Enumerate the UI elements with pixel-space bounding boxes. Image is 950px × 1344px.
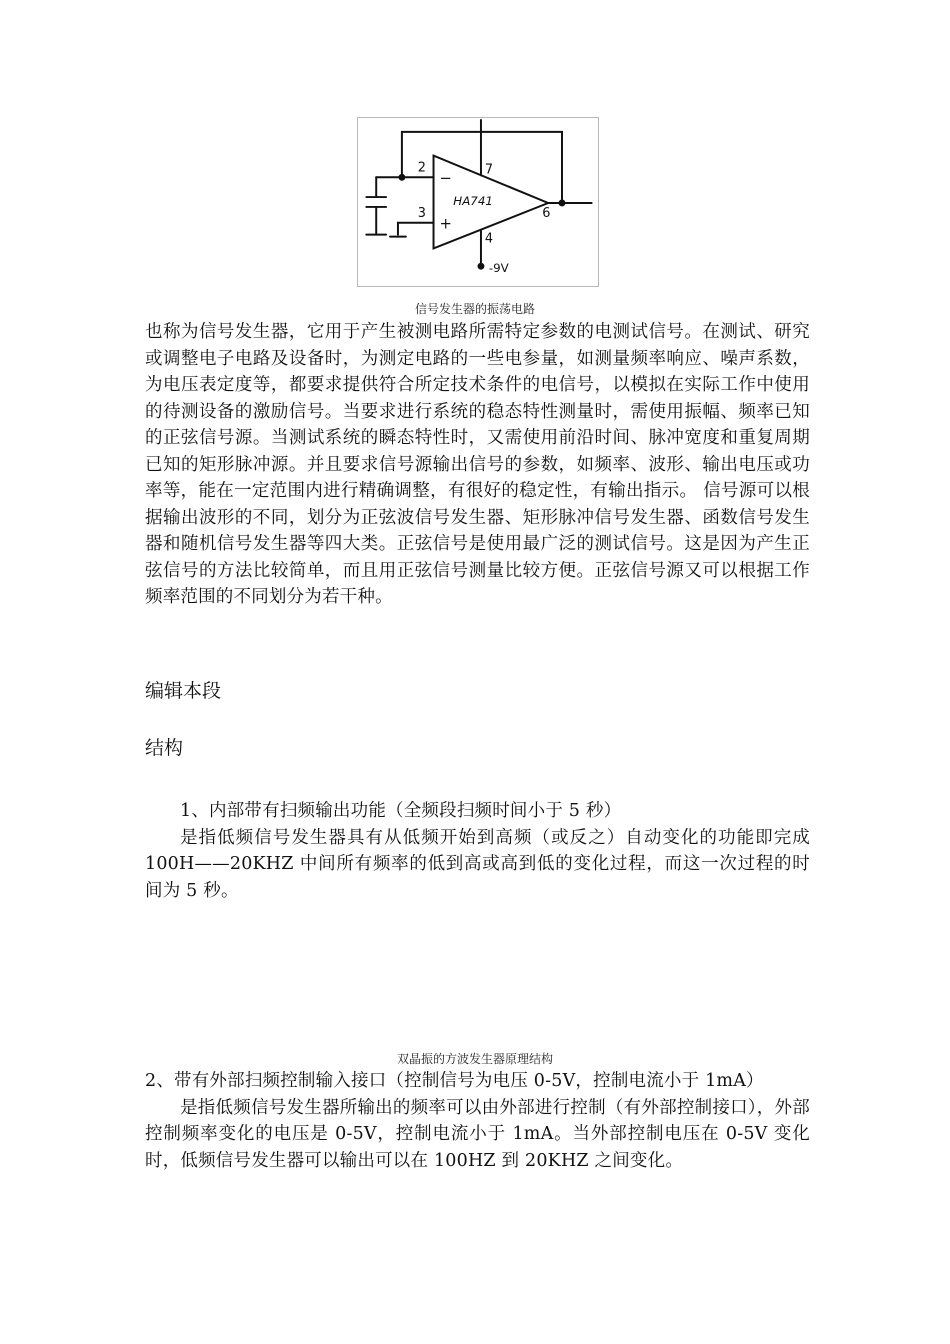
plus-label: + xyxy=(439,215,452,233)
chip-label: HA741 xyxy=(453,193,493,208)
circuit-diagram xyxy=(358,118,598,286)
pin7-label: 7 xyxy=(484,162,494,178)
pin4-label: 4 xyxy=(484,231,494,247)
minus-label: − xyxy=(439,170,452,188)
oscillator-circuit-figure xyxy=(357,117,599,287)
figure2-caption: 双晶振的方波发生器原理结构 xyxy=(396,1052,553,1066)
pin3-label: 3 xyxy=(417,205,426,221)
pin6-label: 6 xyxy=(542,205,551,221)
pin2-label: 2 xyxy=(417,160,426,176)
intro-paragraph: 也称为信号发生器，它用于产生被测电路所需特定参数的电测试信号。在测试、研究或调整电子电路及设备时，为测定电路的一些电参量，如测量频率响应、噪声系数，为电压表定度等，都要求提供符合所定技术条件的电信号，以模拟在实际工作中使用的待测设备的激励信号。当要求进行系统的稳态特性测量时，需使用振幅、频率已知的正弦信号源。当测试系统的瞬态特性时，又需使用前沿时间、脉冲宽度和重复周期已知的矩形脉冲源。并且要求信号源输出信号的参数，如频率、波形、输出电压或功率等，能在一定范围内进行精确调整，有很好的稳定性，有输出指示。 信号源可以根据输出波形的不同，划分为正弦波信号发生器、矩形脉冲信号发生器、函数信号发生器和随机信号发生器等四大类。正弦信号是使用最广泛的测试信号。这是因为产生正弦信号的方法比较简单，而且用正弦信号测量比较方便。正弦信号源又可以根据工作频率范围的不同划分为若干种。 xyxy=(145,322,810,607)
junction-dot xyxy=(399,175,404,180)
supply-dot xyxy=(478,264,483,269)
figure1-caption: 信号发生器的振荡电路 xyxy=(414,302,535,316)
structure-heading: 结构 xyxy=(145,737,184,759)
edit-section-link[interactable]: 编辑本段 xyxy=(145,680,222,702)
item2-body: 是指低频信号发生器所输出的频率可以由外部进行控制（有外部控制接口），外部控制频率变化的电压是 0-5V，控制电流小于 1mA。当外部控制电压在 0-5V 变化时，低频信号发生器可以输出可以在 100HZ 到 20KHZ 之间变化。 xyxy=(145,1097,810,1171)
item1-body: 是指低频信号发生器具有从低频开始到高频（或反之）自动变化的功能即完成 100H——20KHZ 中间所有频率的低到高或高到低的变化过程，而这一次过程的时间为 5 秒。 xyxy=(145,827,810,901)
item1-title: 1、内部带有扫频输出功能（全频段扫频时间小于 5 秒） xyxy=(180,801,622,821)
capacitor-plates xyxy=(366,197,386,207)
output-junction-dot xyxy=(560,201,565,206)
supply-label: -9V xyxy=(488,261,509,276)
item2-title: 2、带有外部扫频控制输入接口（控制信号为电压 0-5V，控制电流小于 1mA） xyxy=(145,1071,764,1091)
pin3-wire xyxy=(398,223,434,235)
